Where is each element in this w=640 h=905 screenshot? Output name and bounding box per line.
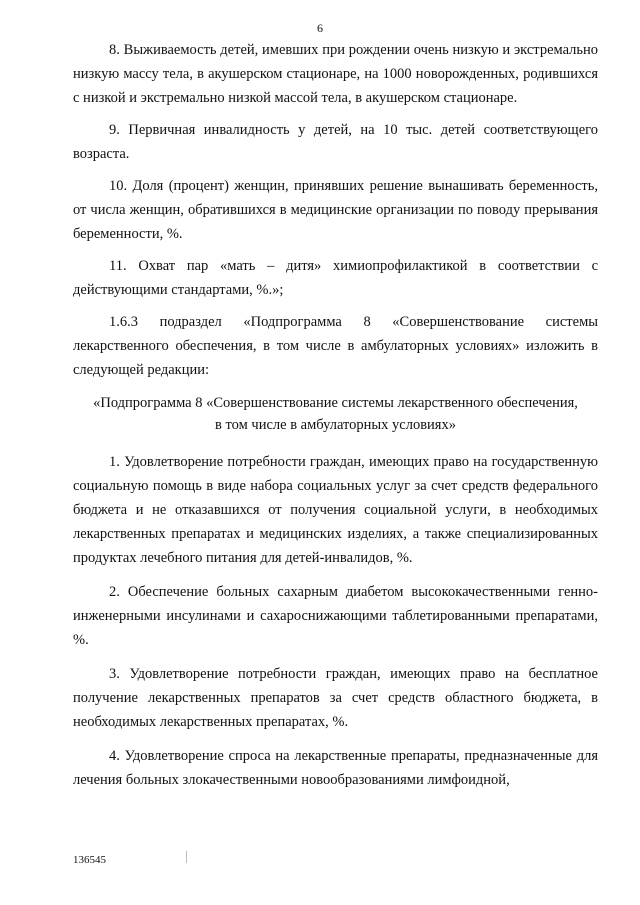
paragraph-item-9: 9. Первичная инвалидность у детей, на 10 тыс. детей соответствующего возраста.: [73, 122, 598, 162]
subprogram-heading: «Подпрограмма 8 «Совершенствование системы лекарственного обеспечения, в том числе в амбулаторных условиях»: [93, 395, 578, 433]
page-number: 6: [317, 21, 323, 35]
paragraph-section-1-6-3: 1.6.3 подраздел «Подпрограмма 8 «Совершенствование системы лекарственного обеспечения, в том числе в амбулаторных условиях» изложить в следующей редакции:: [73, 314, 598, 378]
paragraph-item-10: 10. Доля (процент) женщин, принявших решение вынашивать беременность, от числа женщин, обратившихся в медицинские организации по поводу прерывания беременности, %.: [73, 178, 598, 242]
paragraph-item-11: 11. Охват пар «мать – дитя» химиопрофилактикой в соответствии с действующими стандартами, %.»;: [73, 258, 598, 298]
paragraph-item-8: 8. Выживаемость детей, имевших при рождении очень низкую и экстремально низкую массу тела, в акушерском стационаре, на 1000 новорожденных, родившихся с низкой и экстремально низкой массой тела, в акушерском стационаре.: [73, 42, 598, 106]
list-item-4: 4. Удовлетворение спроса на лекарственные препараты, предназначенные для лечения больных злокачественными новообразованиями лимфоидной,: [73, 748, 598, 788]
list-item-2: 2. Обеспечение больных сахарным диабетом высококачественными генно-инженерными инсулинами и сахароснижающими таблетированными препаратами, %.: [73, 584, 598, 648]
document-body: [73, 38, 598, 792]
list-item-3: 3. Удовлетворение потребности граждан, имеющих право на бесплатное получение лекарственных препаратов за счет средств областного бюджета, в необходимых лекарственных препаратах, %.: [73, 666, 598, 730]
document-code: 136545: [73, 854, 106, 866]
scan-mark: [186, 851, 187, 863]
list-item-1: 1. Удовлетворение потребности граждан, имеющих право на государственную социальную помощь в виде набора социальных услуг за счет средств федерального бюджета и не отказавшихся от получения социальной услуги, в необходимых лекарственных препаратах и медицинских изделиях, а также специализированных продуктах лечебного питания для детей-инвалидов, %.: [73, 454, 598, 566]
